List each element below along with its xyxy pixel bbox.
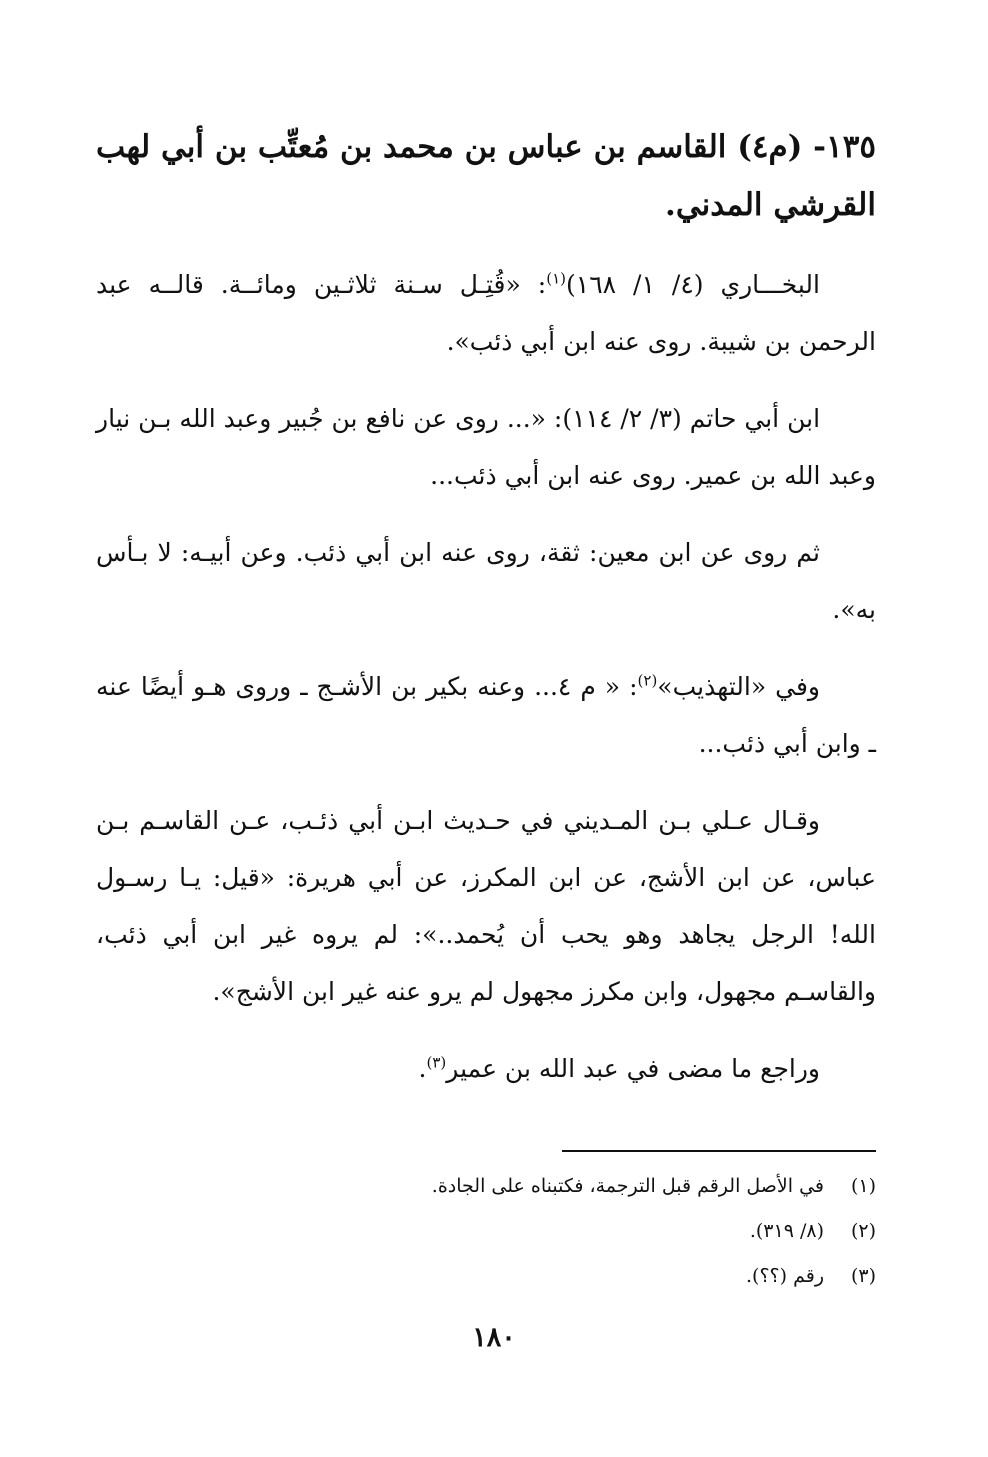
- paragraph-ali-madini: [96, 792, 876, 1020]
- paragraph-text: وقـال عـلي بـن المـديني في حـديث ابـن أبي ذئـب، عـن القاسـم بـن عباس، عن ابن الأشج، عن ابن المكرز، عن أبي هريرة: «قيل: يـا رسـول الله! الرجل يجاهد وهو يحب أن يُحمد..»: لم يروه غير ابن أبي ذئب، والقاسـم مجهول، وابن مكرز مجهول لم يرو عنه غير ابن الأشج».: [96, 806, 876, 1006]
- paragraph-tahdhib: [96, 658, 876, 772]
- paragraph-text: البخـــاري (٤/ ١/ ١٦٨): [566, 270, 820, 299]
- page-number: ١٨٠: [472, 1322, 516, 1353]
- footnote-text: في الأصل الرقم قبل الترجمة، فكتبناه على الجادة.: [431, 1175, 824, 1197]
- paragraph-text: وراجع ما مضى في عبد الله بن عمير: [446, 1054, 820, 1083]
- entry-title: ١٣٥- (م٤) القاسم بن عباس بن محمد بن مُعتِّب بن أبي لهب القرشي المدني.: [96, 129, 876, 223]
- footnote-text: رقم (؟؟).: [746, 1265, 824, 1287]
- footnote-number: (٣): [850, 1265, 876, 1287]
- footnote-3: [96, 1254, 876, 1299]
- paragraph-text: ابن أبي حاتم (٣/ ٢/ ١١٤): «... روى عن نافع بن جُبير وعبد الله بـن نيار وعبد الله بن عمير. روى عنه ابن أبي ذئب...: [96, 404, 876, 490]
- paragraph-ibn-maeen: [96, 524, 876, 638]
- paragraph-text: : «قُتِـل سـنة ثلاثـين ومائــة. قالــه عبد الرحمن بن شيبة. روى عنه ابن أبي ذئب».: [96, 270, 876, 356]
- paragraph-bukhari: [96, 256, 876, 370]
- paragraph-text: وفي «التهذيب»: [657, 672, 820, 701]
- paragraph-ibn-abi-hatim: [96, 390, 876, 504]
- footnote-ref-1[interactable]: (١): [546, 269, 566, 288]
- footnote-number: (١): [850, 1175, 876, 1197]
- footnote-1: [96, 1164, 876, 1209]
- page-body: [96, 118, 876, 1117]
- footnotes: [96, 1164, 876, 1299]
- paragraph-see-also: [96, 1040, 876, 1097]
- footnote-2: [96, 1209, 876, 1254]
- footnote-text: (٨/ ٣١٩).: [749, 1220, 824, 1242]
- paragraph-text: ثم روى عن ابن معين: ثقة، روى عنه ابن أبي ذئب. وعن أبيـه: لا بـأس به».: [96, 538, 876, 624]
- footnote-divider: [562, 1150, 876, 1152]
- footnote-ref-2[interactable]: (٢): [637, 671, 658, 690]
- paragraph-text: : « م ٤... وعنه بكير بن الأشـج ـ وروى هـو أيضًا عنه ـ وابن أبي ذئب...: [96, 672, 876, 758]
- footnote-ref-3[interactable]: (٣): [426, 1053, 447, 1072]
- paragraph-text: .: [418, 1054, 427, 1083]
- footnote-number: (٢): [850, 1220, 876, 1242]
